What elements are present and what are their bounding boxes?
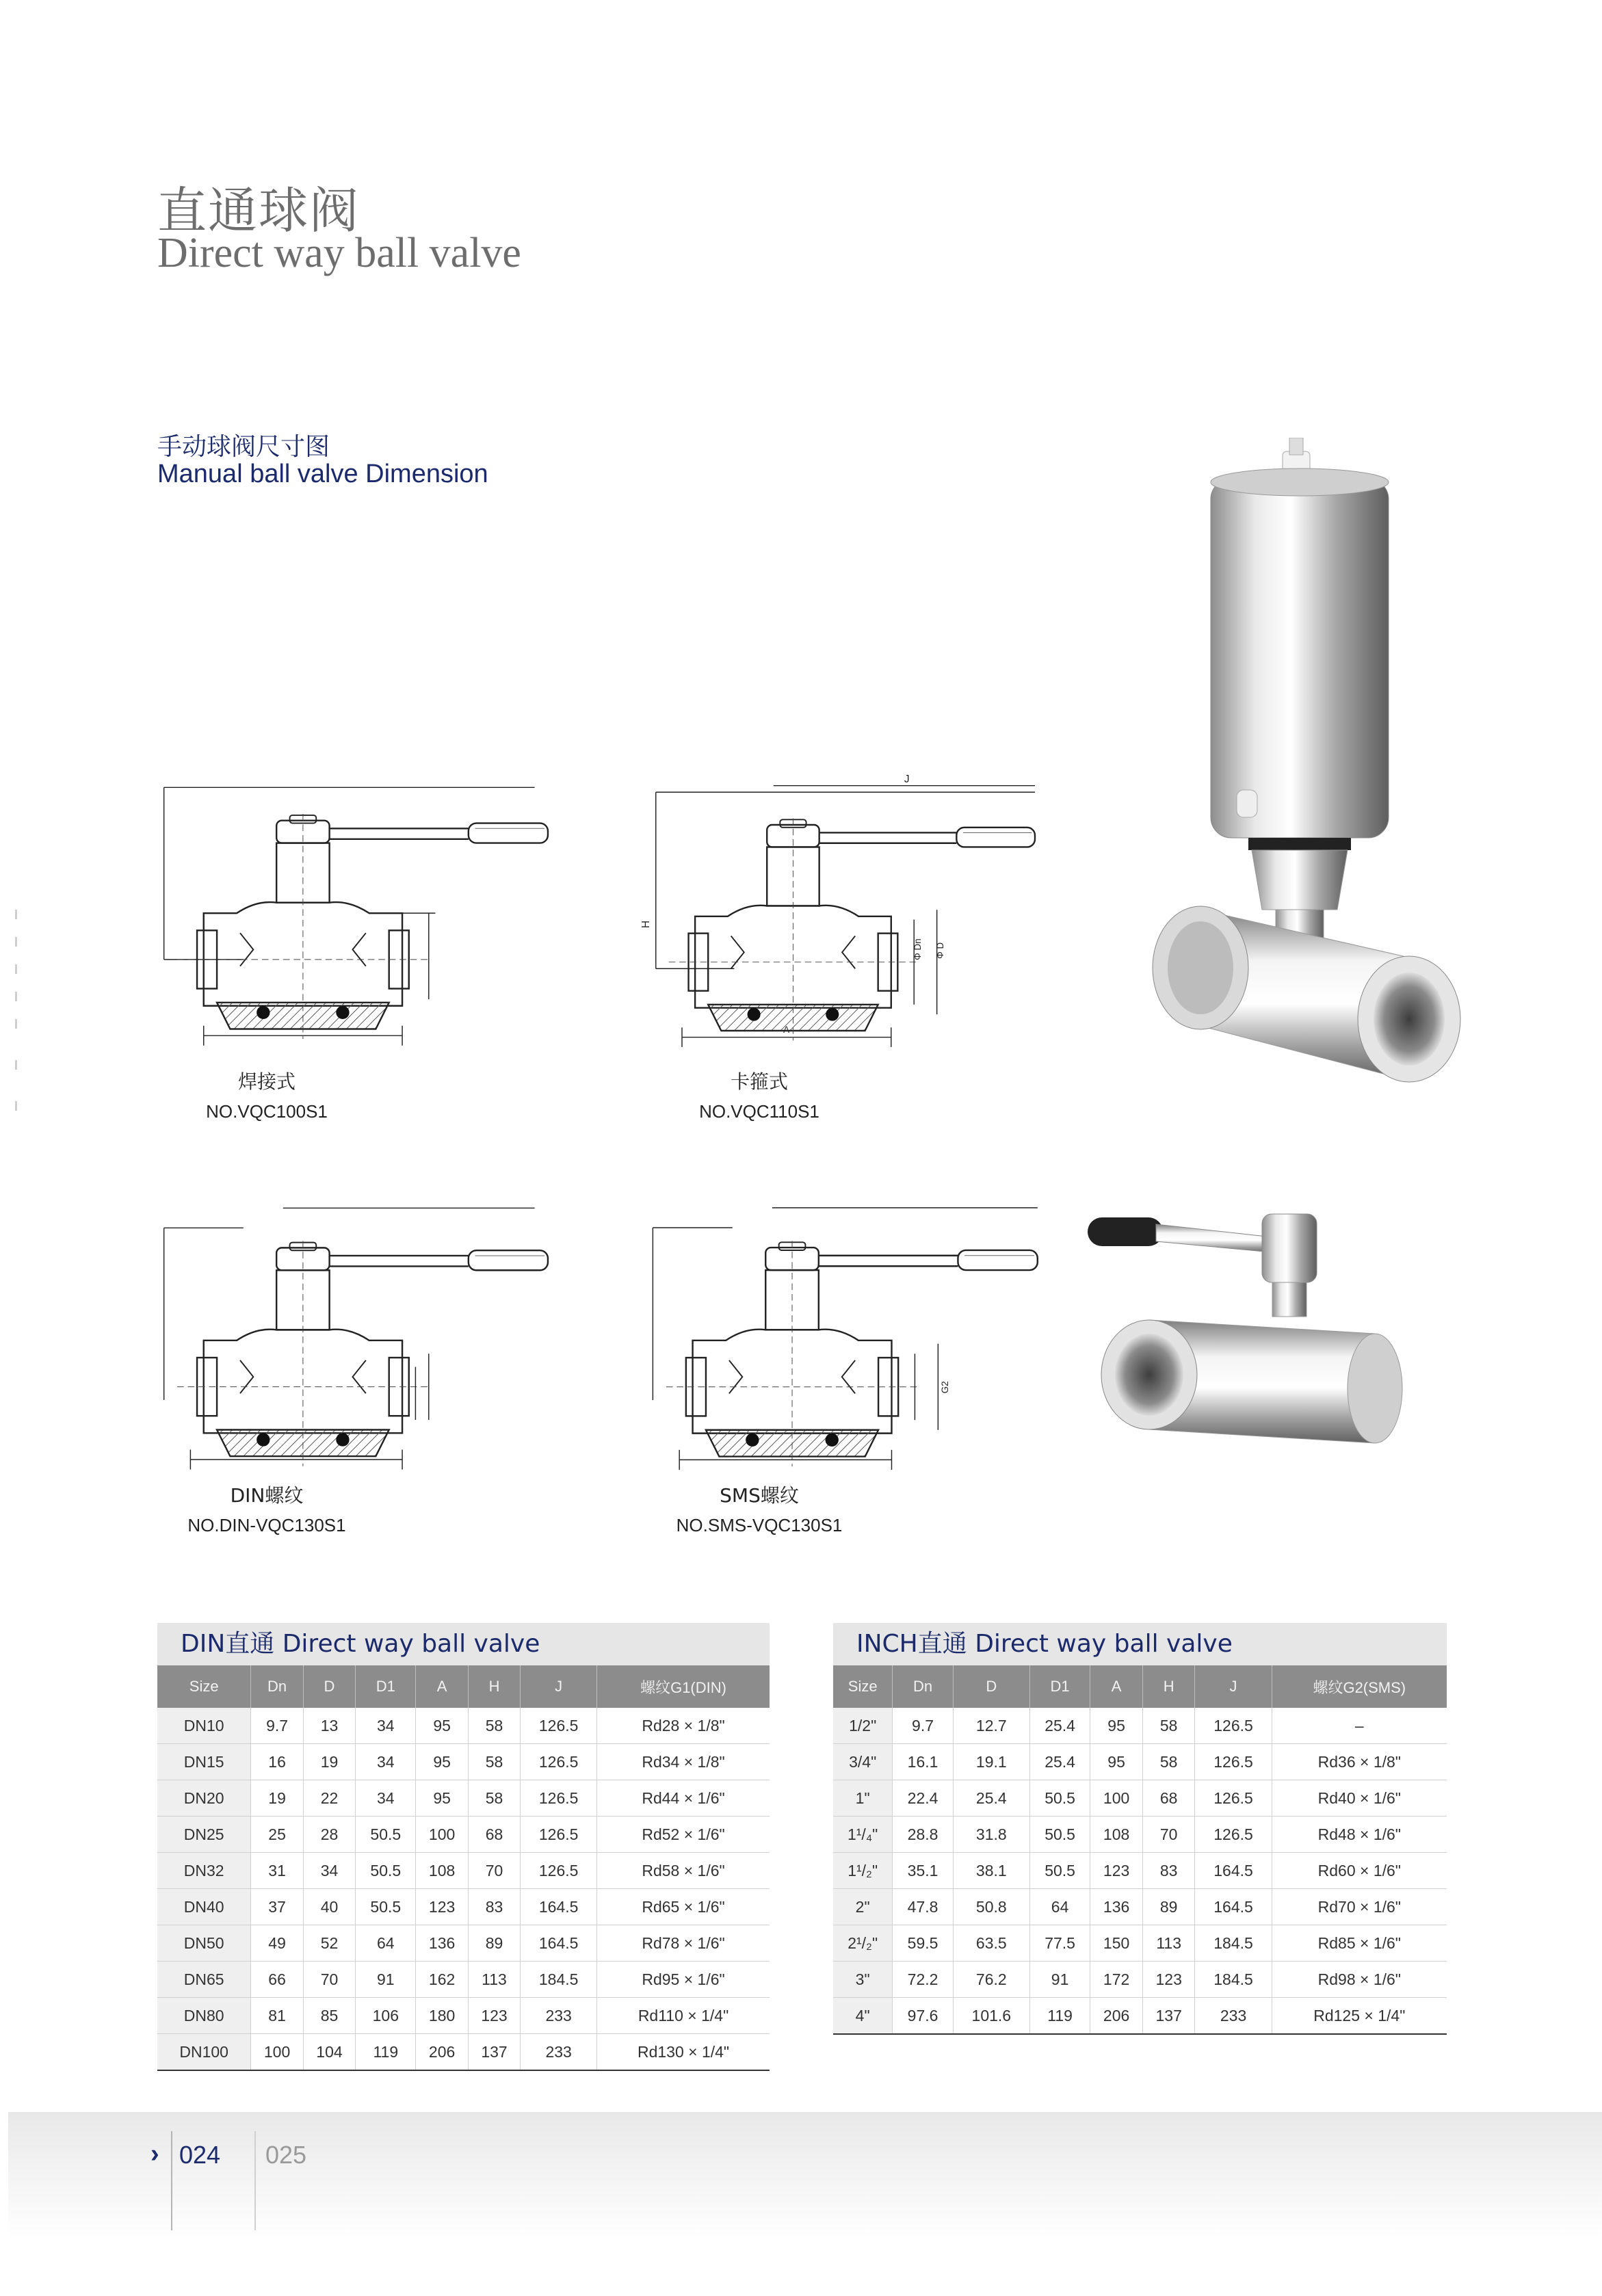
inch-cell: 83 (1142, 1853, 1195, 1889)
inch-cell: 25.4 (1029, 1744, 1090, 1780)
inch-cell: 22.4 (893, 1780, 953, 1817)
din-cell: 184.5 (521, 1962, 597, 1998)
din-cell: 19 (303, 1744, 355, 1780)
din-cell: 91 (356, 1962, 416, 1998)
din-cell: Rd52 × 1/6" (597, 1817, 770, 1853)
inch-cell: 184.5 (1195, 1925, 1272, 1962)
section-title-en: Manual ball valve Dimension (157, 460, 488, 488)
din-cell: Rd34 × 1/8" (597, 1744, 770, 1780)
inch-cell: 50.5 (1029, 1853, 1090, 1889)
din-cell: Rd28 × 1/8" (597, 1708, 770, 1744)
table-row (833, 1780, 1447, 1817)
table-row (157, 1744, 770, 1780)
inch-cell: 12.7 (953, 1708, 1029, 1744)
edge-marks (14, 910, 19, 1115)
table-row (157, 1962, 770, 1998)
din-cell: 68 (468, 1817, 520, 1853)
drawing-sms-valve (640, 1193, 1077, 1481)
din-cell: 25 (251, 1817, 303, 1853)
din-header-cell: Size (157, 1665, 251, 1708)
inch-cell: 2¹/₂" (833, 1925, 893, 1962)
din-cell: 34 (356, 1744, 416, 1780)
inch-cell: Rd60 × 1/6" (1272, 1853, 1447, 1889)
din-cell: 164.5 (521, 1925, 597, 1962)
inch-cell: 233 (1195, 1998, 1272, 2035)
inch-header-cell: Size (833, 1665, 893, 1708)
inch-cell: 137 (1142, 1998, 1195, 2035)
din-cell: 70 (303, 1962, 355, 1998)
din-cell: 9.7 (251, 1708, 303, 1744)
din-cell: 126.5 (521, 1817, 597, 1853)
page-arrow-icon[interactable]: › (150, 2139, 159, 2168)
inch-cell: 164.5 (1195, 1853, 1272, 1889)
din-header-cell: A (416, 1665, 468, 1708)
din-cell: 34 (356, 1780, 416, 1817)
din-cell: 34 (356, 1708, 416, 1744)
inch-cell: 95 (1090, 1708, 1143, 1744)
din-cell: 100 (251, 2034, 303, 2071)
din-cell: 123 (416, 1889, 468, 1925)
inch-cell: 150 (1090, 1925, 1143, 1962)
din-cell: DN10 (157, 1708, 251, 1744)
din-cell: 37 (251, 1889, 303, 1925)
din-cell: 136 (416, 1925, 468, 1962)
din-cell: DN40 (157, 1889, 251, 1925)
din-cell: 16 (251, 1744, 303, 1780)
din-cell: Rd130 × 1/4" (597, 2034, 770, 2071)
next-page-number[interactable]: 025 (265, 2141, 307, 2169)
dim-dn: Φ Dn (912, 938, 923, 960)
din-cell: DN20 (157, 1780, 251, 1817)
inch-cell: 31.8 (953, 1817, 1029, 1853)
din-cell: 119 (356, 2034, 416, 2071)
din-cell: Rd44 × 1/6" (597, 1780, 770, 1817)
inch-cell: Rd36 × 1/8" (1272, 1744, 1447, 1780)
table-row (157, 1708, 770, 1744)
din-cell: Rd65 × 1/6" (597, 1889, 770, 1925)
din-cell: 81 (251, 1998, 303, 2034)
inch-cell: 1¹/₂" (833, 1853, 893, 1889)
table-row (157, 2034, 770, 2071)
din-header-cell: H (468, 1665, 520, 1708)
din-cell: 164.5 (521, 1889, 597, 1925)
inch-cell: 1/2" (833, 1708, 893, 1744)
din-cell: 95 (416, 1744, 468, 1780)
inch-cell: 123 (1090, 1853, 1143, 1889)
inch-header-cell: D (953, 1665, 1029, 1708)
footer-divider (171, 2131, 172, 2230)
din-cell: 85 (303, 1998, 355, 2034)
inch-header-cell: H (1142, 1665, 1195, 1708)
inch-cell: 50.5 (1029, 1780, 1090, 1817)
drawing-weld-valve (157, 773, 568, 1060)
inch-cell: 16.1 (893, 1744, 953, 1780)
inch-cell: 1¹/₄" (833, 1817, 893, 1853)
drawing-2-model: NO.VQC110S1 (699, 1101, 819, 1122)
inch-cell: 101.6 (953, 1998, 1029, 2035)
din-cell: 100 (416, 1817, 468, 1853)
inch-cell: 4" (833, 1998, 893, 2035)
din-cell: DN25 (157, 1817, 251, 1853)
drawing-4-model: NO.SMS-VQC130S1 (676, 1515, 843, 1535)
inch-cell: 50.8 (953, 1889, 1029, 1925)
din-cell: Rd95 × 1/6" (597, 1962, 770, 1998)
din-cell: DN65 (157, 1962, 251, 1998)
inch-cell: – (1272, 1708, 1447, 1744)
inch-cell: Rd48 × 1/6" (1272, 1817, 1447, 1853)
inch-cell: 100 (1090, 1780, 1143, 1817)
inch-header-cell: Dn (893, 1665, 953, 1708)
inch-cell: 58 (1142, 1744, 1195, 1780)
dim-h: H (640, 920, 653, 928)
din-cell: 95 (416, 1780, 468, 1817)
dim-d: Φ D (935, 942, 946, 959)
table-row (833, 1744, 1447, 1780)
inch-cell: Rd125 × 1/4" (1272, 1998, 1447, 2035)
inch-cell: 95 (1090, 1744, 1143, 1780)
din-cell: 206 (416, 2034, 468, 2071)
drawing-3-label: DIN螺纹 (230, 1484, 304, 1507)
inch-cell: Rd70 × 1/6" (1272, 1889, 1447, 1925)
current-page-number: 024 (179, 2141, 221, 2169)
inch-cell: 206 (1090, 1998, 1143, 2035)
inch-cell: 19.1 (953, 1744, 1029, 1780)
inch-header-cell: D1 (1029, 1665, 1090, 1708)
table-row (833, 1853, 1447, 1889)
din-header-cell: D (303, 1665, 355, 1708)
din-cell: Rd58 × 1/6" (597, 1853, 770, 1889)
din-cell: 126.5 (521, 1780, 597, 1817)
inch-cell: 25.4 (953, 1780, 1029, 1817)
page-title-en: Direct way ball valve (157, 230, 521, 276)
footer-divider (254, 2131, 256, 2230)
inch-cell: 89 (1142, 1889, 1195, 1925)
inch-cell: Rd85 × 1/6" (1272, 1925, 1447, 1962)
din-cell: 50.5 (356, 1889, 416, 1925)
din-cell: 108 (416, 1853, 468, 1889)
inch-spec-table (833, 1623, 1447, 2035)
inch-cell: 77.5 (1029, 1925, 1090, 1962)
din-cell: 19 (251, 1780, 303, 1817)
din-cell: 58 (468, 1708, 520, 1744)
inch-cell: 38.1 (953, 1853, 1029, 1889)
din-cell: 95 (416, 1708, 468, 1744)
din-header-cell: J (521, 1665, 597, 1708)
table-row (833, 1889, 1447, 1925)
section-title-cn: 手动球阀尺寸图 (157, 433, 330, 461)
din-cell: 58 (468, 1780, 520, 1817)
inch-cell: 119 (1029, 1998, 1090, 2035)
inch-cell: 123 (1142, 1962, 1195, 1998)
din-cell: DN32 (157, 1853, 251, 1889)
din-cell: DN15 (157, 1744, 251, 1780)
din-header-cell: 螺纹G1(DIN) (597, 1665, 770, 1708)
inch-cell: 28.8 (893, 1817, 953, 1853)
inch-cell: 136 (1090, 1889, 1143, 1925)
manual-valve-photo (1088, 1211, 1430, 1464)
drawing-1-label: 焊接式 (237, 1070, 296, 1093)
din-cell: 66 (251, 1962, 303, 1998)
table-row (833, 1962, 1447, 1998)
drawing-1-model: NO.VQC100S1 (206, 1101, 328, 1122)
table-row (157, 1817, 770, 1853)
din-cell: 89 (468, 1925, 520, 1962)
dim-j: J (904, 773, 910, 785)
inch-cell: 64 (1029, 1889, 1090, 1925)
din-cell: 34 (303, 1853, 355, 1889)
inch-cell: 97.6 (893, 1998, 953, 2035)
din-cell: 40 (303, 1889, 355, 1925)
din-cell: 126.5 (521, 1853, 597, 1889)
din-table-title: DIN直通 Direct way ball valve (157, 1623, 770, 1665)
din-cell: 13 (303, 1708, 355, 1744)
din-cell: 31 (251, 1853, 303, 1889)
drawing-2-label: 卡箍式 (730, 1070, 788, 1093)
din-cell: 70 (468, 1853, 520, 1889)
din-cell: DN100 (157, 2034, 251, 2071)
din-cell: 113 (468, 1962, 520, 1998)
inch-cell: 126.5 (1195, 1744, 1272, 1780)
drawing-4-label: SMS螺纹 (720, 1484, 799, 1507)
inch-cell: 184.5 (1195, 1962, 1272, 1998)
drawing-din-valve (157, 1193, 568, 1481)
inch-cell: 126.5 (1195, 1780, 1272, 1817)
din-cell: 106 (356, 1998, 416, 2034)
inch-cell: 172 (1090, 1962, 1143, 1998)
din-cell: 123 (468, 1998, 520, 2034)
din-cell: 58 (468, 1744, 520, 1780)
din-cell: 233 (521, 2034, 597, 2071)
inch-cell: 2" (833, 1889, 893, 1925)
inch-cell: Rd98 × 1/6" (1272, 1962, 1447, 1998)
inch-cell: 35.1 (893, 1853, 953, 1889)
din-cell: 104 (303, 2034, 355, 2071)
din-cell: 162 (416, 1962, 468, 1998)
inch-cell: 9.7 (893, 1708, 953, 1744)
din-cell: 126.5 (521, 1708, 597, 1744)
din-cell: Rd110 × 1/4" (597, 1998, 770, 2034)
inch-cell: 91 (1029, 1962, 1090, 1998)
table-row (833, 1817, 1447, 1853)
inch-table-title: INCH直通 Direct way ball valve (833, 1623, 1447, 1665)
inch-cell: 3/4" (833, 1744, 893, 1780)
table-row (157, 1998, 770, 2034)
drawing-clamp-valve (640, 766, 1077, 1060)
footer-bar (8, 2112, 1602, 2239)
din-cell: 64 (356, 1925, 416, 1962)
din-header-cell: D1 (356, 1665, 416, 1708)
din-cell: 50.5 (356, 1817, 416, 1853)
inch-cell: 63.5 (953, 1925, 1029, 1962)
inch-cell: 59.5 (893, 1925, 953, 1962)
table-row (833, 1925, 1447, 1962)
dim-g2: G2 (939, 1381, 950, 1394)
inch-header-cell: A (1090, 1665, 1143, 1708)
din-cell: DN50 (157, 1925, 251, 1962)
table-row (157, 1853, 770, 1889)
table-row (833, 1708, 1447, 1744)
din-cell: 83 (468, 1889, 520, 1925)
page-title-cn: 直通球阀 (157, 182, 360, 239)
din-cell: 52 (303, 1925, 355, 1962)
inch-cell: 126.5 (1195, 1817, 1272, 1853)
inch-cell: 126.5 (1195, 1708, 1272, 1744)
pneumatic-valve-photo (1135, 438, 1478, 1115)
din-cell: 28 (303, 1817, 355, 1853)
inch-header-cell: 螺纹G2(SMS) (1272, 1665, 1447, 1708)
din-cell: DN80 (157, 1998, 251, 2034)
din-cell: 126.5 (521, 1744, 597, 1780)
inch-cell: 50.5 (1029, 1817, 1090, 1853)
din-cell: 22 (303, 1780, 355, 1817)
table-row (157, 1780, 770, 1817)
table-row (157, 1889, 770, 1925)
drawing-3-model: NO.DIN-VQC130S1 (187, 1515, 346, 1535)
inch-cell: 70 (1142, 1817, 1195, 1853)
din-cell: 137 (468, 2034, 520, 2071)
inch-cell: 72.2 (893, 1962, 953, 1998)
inch-cell: 58 (1142, 1708, 1195, 1744)
inch-cell: 47.8 (893, 1889, 953, 1925)
din-cell: 233 (521, 1998, 597, 2034)
inch-cell: 68 (1142, 1780, 1195, 1817)
inch-header-cell: J (1195, 1665, 1272, 1708)
inch-cell: 164.5 (1195, 1889, 1272, 1925)
inch-cell: 108 (1090, 1817, 1143, 1853)
table-row (157, 1925, 770, 1962)
din-header-cell: Dn (251, 1665, 303, 1708)
inch-cell: 76.2 (953, 1962, 1029, 1998)
inch-cell: 1" (833, 1780, 893, 1817)
din-cell: Rd78 × 1/6" (597, 1925, 770, 1962)
dim-a: A (783, 1024, 790, 1035)
inch-cell: 113 (1142, 1925, 1195, 1962)
din-cell: 50.5 (356, 1853, 416, 1889)
din-spec-table (157, 1623, 770, 2071)
inch-cell: 3" (833, 1962, 893, 1998)
din-cell: 180 (416, 1998, 468, 2034)
inch-cell: Rd40 × 1/6" (1272, 1780, 1447, 1817)
din-cell: 49 (251, 1925, 303, 1962)
inch-cell: 25.4 (1029, 1708, 1090, 1744)
table-row (833, 1998, 1447, 2035)
